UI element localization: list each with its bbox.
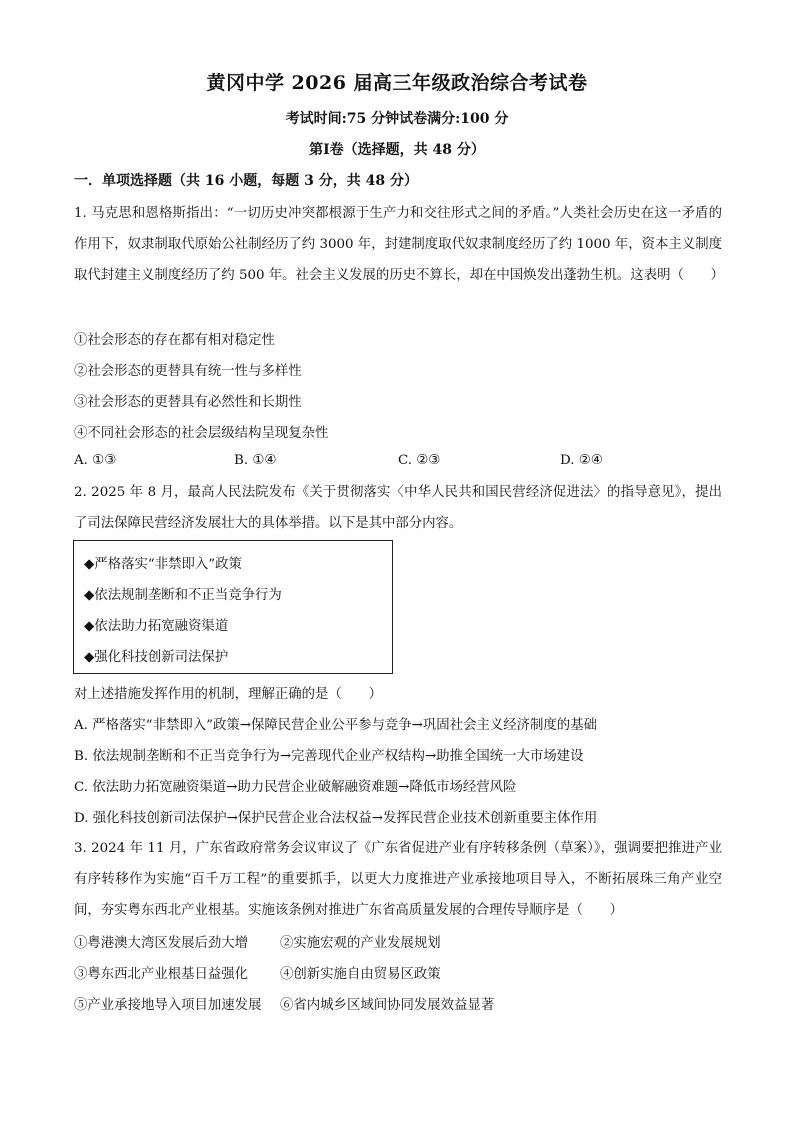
q1-option-c[interactable]: C. ②③ [398, 453, 441, 468]
q1-item-2: ②社会形态的更替具有统一性与多样性 [74, 364, 302, 379]
q3-item-4: ④创新实施自由贸易区政策 [280, 967, 441, 982]
q3-stem: 3. 2024 年 11 月，广东省政府常务会议审议了《广东省促进产业有序转移条例（草案）》，强调要把推进产业有序转移作为实施“百千万工程”的重要抓手，以更大力度推进产业承接地项目导入，不断拓展珠三角产业空间，夯实粤东西北产业根基。实施该条例对推进广东省高质量发展的合理传导顺序是（ ） [74, 841, 722, 918]
q2-option-d[interactable]: D. 强化科技创新司法保护→保护民营企业合法权益→发挥民营企业技术创新重要主体作用 [74, 811, 598, 826]
q3-item-6: ⑥省内城乡区域间协同发展效益显著 [280, 998, 495, 1013]
q1-option-a[interactable]: A. ①③ [74, 453, 117, 468]
q2-measure-2: ◆依法规制垄断和不正当竞争行为 [84, 588, 282, 603]
q2-option-b[interactable]: B. 依法规制垄断和不正当竞争行为→完善现代企业产权结构→助推全国统一大市场建设 [74, 749, 584, 764]
exam-time-info: 考试时间:75 分钟试卷满分:100 分 [285, 111, 509, 127]
exam-title: 黄冈中学 2026 届高三年级政治综合考试卷 [206, 72, 588, 94]
q3-item-5: ⑤产业承接地导入项目加速发展 [74, 998, 262, 1013]
q1-option-b[interactable]: B. ①④ [234, 453, 277, 468]
q2-question: 对上述措施发挥作用的机制，理解正确的是（ ） [74, 687, 382, 702]
volume-heading: 第Ⅰ卷（选择题，共 48 分） [309, 142, 485, 158]
q1-option-d[interactable]: D. ②④ [560, 453, 603, 468]
q2-stem: 2. 2025 年 8 月，最高人民法院发布《关于贯彻落实〈中华人民共和国民营经济促进法〉的指导意见》，提出了司法保障民营经济发展壮大的具体举措。以下是其中部分内容。 [74, 485, 722, 531]
section-heading: 一．单项选择题（共 16 小题，每题 3 分，共 48 分） [74, 173, 418, 189]
q1-item-4: ④不同社会形态的社会层级结构呈现复杂性 [74, 426, 329, 441]
q2-measure-3: ◆依法助力拓宽融资渠道 [84, 619, 229, 634]
q1-item-3: ③社会形态的更替具有必然性和长期性 [74, 395, 302, 410]
q3-item-2: ②实施宏观的产业发展规划 [280, 936, 441, 951]
q2-measure-4: ◆强化科技创新司法保护 [84, 650, 229, 665]
q3-item-3: ③粤东西北产业根基日益强化 [74, 967, 249, 982]
q2-measures-box [73, 540, 393, 674]
q1-item-1: ①社会形态的存在都有相对稳定性 [74, 333, 275, 348]
q1-stem: 1. 马克思和恩格斯指出：“一切历史冲突都根源于生产力和交往形式之间的矛盾。”人类社会历史在这一矛盾的作用下，奴隶制取代原始公社制经历了约 3000 年，封建制度取代奴隶制度经历了约 1000 年，资本主义制度取代封建主义制度经历了约 500 年。社会主义发展的历史不算长，却在中国焕发出蓬勃生机。这表明（ ） [74, 206, 725, 283]
q2-option-c[interactable]: C. 依法助力拓宽融资渠道→助力民营企业破解融资难题→降低市场经营风险 [74, 780, 517, 795]
q3-item-1: ①粤港澳大湾区发展后劲大增 [74, 936, 249, 951]
q2-option-a[interactable]: A. 严格落实“非禁即入”政策→保障民营企业公平参与竞争→巩固社会主义经济制度的基础 [74, 718, 597, 733]
q2-measure-1: ◆严格落实“非禁即入”政策 [84, 557, 242, 572]
